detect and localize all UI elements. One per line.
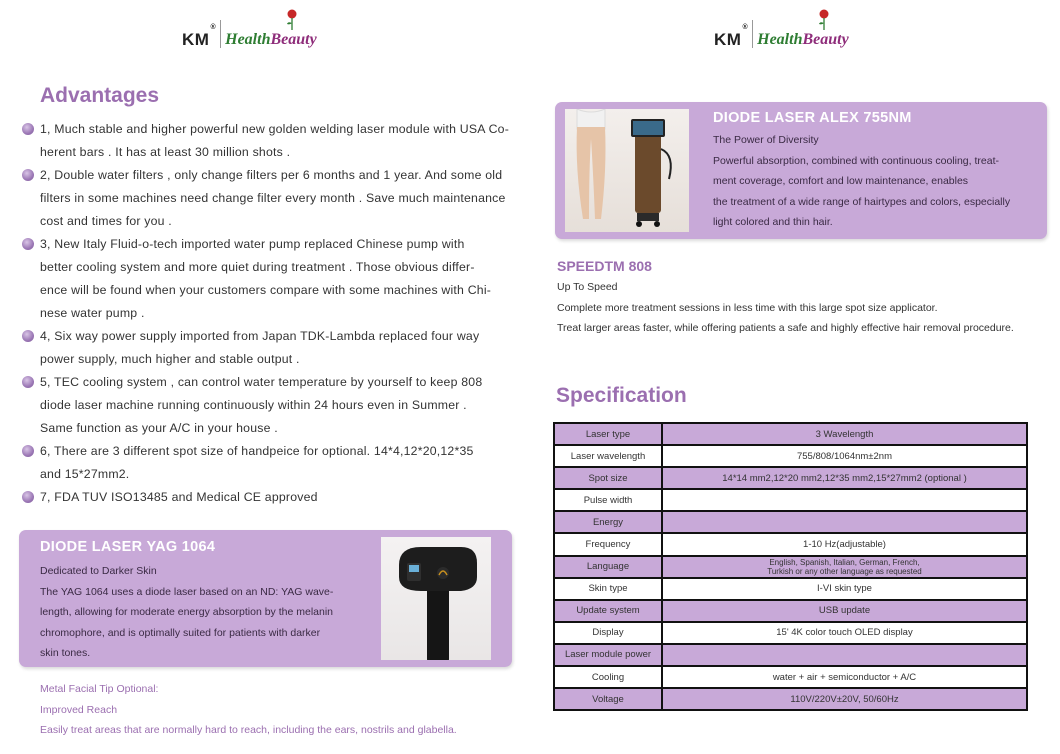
advantage-line: filters in some machines need change filter every month . Save much maintenance	[40, 191, 506, 205]
spec-row	[554, 533, 1027, 555]
bullet-icon	[22, 445, 34, 457]
spec-row	[554, 445, 1027, 467]
spec-key: Spot size	[554, 467, 662, 489]
advantage-line: and 15*27mm2.	[40, 467, 130, 481]
advantage-line: Same function as your A/C in your house .	[40, 421, 278, 435]
spec-row	[554, 644, 1027, 666]
spec-value: 3 Wavelength	[662, 423, 1027, 445]
advantage-line: 5, TEC cooling system , can control water temperature by yourself to keep 808	[40, 375, 483, 389]
spec-key: Frequency	[554, 533, 662, 555]
advantage-line: nese water pump .	[40, 306, 145, 320]
spec-key: Laser wavelength	[554, 445, 662, 467]
spec-key: Laser type	[554, 423, 662, 445]
speed-description: Up To Speed Complete more treatment sessions in less time with this large spot size applicator. Treat larger areas faster, while offering patients a safe and highly effective hair removal procedure.	[557, 281, 1014, 334]
bullet-icon	[22, 123, 34, 135]
bullet-icon	[22, 376, 34, 388]
spec-row	[554, 688, 1027, 710]
advantage-line: 7, FDA TUV ISO13485 and Medical CE approved	[40, 490, 318, 504]
specification-title: Specification	[556, 384, 687, 407]
speed-title: SPEEDTM 808	[557, 258, 652, 274]
spec-key: Energy	[554, 511, 662, 533]
advantage-line: 2, Double water filters , only change filters per 6 months and 1 year. And some old	[40, 168, 503, 182]
advantage-item	[22, 233, 512, 325]
brand-health-beauty: HealthBeauty	[225, 31, 317, 48]
brand-logo-right	[714, 12, 849, 48]
spec-value: 110V/220V±20V, 50/60Hz	[662, 688, 1027, 710]
spec-row	[554, 511, 1027, 533]
advantage-item	[22, 325, 512, 371]
alex-title: DIODE LASER ALEX 755NM	[713, 110, 912, 126]
advantage-line: cost and times for you .	[40, 214, 172, 228]
spec-key: Display	[554, 622, 662, 644]
brand-health-beauty: HealthBeauty	[757, 31, 849, 48]
spec-key: Language	[554, 556, 662, 578]
advantages-list	[22, 118, 512, 509]
spec-value: I-VI skin type	[662, 578, 1027, 600]
spec-row	[554, 489, 1027, 511]
spec-key: Update system	[554, 600, 662, 622]
bullet-icon	[22, 169, 34, 181]
spec-row	[554, 622, 1027, 644]
metal-facial-tip: Metal Facial Tip Optional: Improved Reach Easily treat areas that are normally hard to reach, including the ears, nostrils and glabella.	[40, 683, 457, 736]
advantage-line: 6, There are 3 different spot size of handpeice for optional. 14*4,12*20,12*35	[40, 444, 474, 458]
spec-key: Skin type	[554, 578, 662, 600]
bullet-icon	[22, 330, 34, 342]
alex-description: The Power of Diversity Powerful absorption, combined with continuous cooling, treat- ment coverage, comfort and low maintenance, enables the treatment of a wide range of hairtypes and colors, especially light colored and thin hair.	[713, 134, 1011, 228]
spec-value: USB update	[662, 600, 1027, 622]
spec-value-line: English, Spanish, Italian, German, French,	[769, 557, 920, 567]
advantage-line: better cooling system and more quiet during treatment . Those obvious differ-	[40, 260, 475, 274]
advantage-item	[22, 118, 512, 164]
brand-km: KM®	[182, 24, 217, 49]
advantages-title: Advantages	[40, 84, 160, 107]
spec-value-line: Turkish or any other language as requested	[767, 566, 922, 576]
brand-logo-left	[182, 12, 317, 48]
brand-km: KM®	[714, 24, 749, 49]
advantage-line: ence will be found when your customers compare with some machines with Chi-	[40, 283, 492, 297]
advantage-line: 4, Six way power supply imported from Japan TDK-Lambda replaced four way	[40, 329, 480, 343]
rose-icon	[285, 9, 299, 31]
spec-row	[554, 556, 1027, 578]
spec-value: water + air + semiconductor + A/C	[662, 666, 1027, 688]
advantage-line: 1, Much stable and higher powerful new golden welding laser module with USA Co-	[40, 122, 509, 136]
yag-title: DIODE LASER YAG 1064	[40, 539, 216, 555]
spec-row	[554, 467, 1027, 489]
spec-value: 1-10 Hz(adjustable)	[662, 533, 1027, 555]
advantage-line: power supply, much higher and stable output .	[40, 352, 300, 366]
spec-row	[554, 666, 1027, 688]
advantage-item	[22, 164, 512, 233]
logo-divider	[752, 20, 753, 48]
advantage-line: diode laser machine running continuously within 24 hours even in Summer .	[40, 398, 467, 412]
advantage-item	[22, 440, 512, 486]
spec-key: Cooling	[554, 666, 662, 688]
spec-value	[662, 644, 1027, 666]
spec-row	[554, 423, 1027, 445]
specification-table	[553, 422, 1028, 711]
bullet-icon	[22, 491, 34, 503]
spec-value	[662, 556, 1027, 578]
alex-machine-image	[565, 109, 689, 232]
spec-value: 755/808/1064nm±2nm	[662, 445, 1027, 467]
spec-row	[554, 600, 1027, 622]
spec-value	[662, 511, 1027, 533]
spec-key: Laser module power	[554, 644, 662, 666]
spec-key: Pulse width	[554, 489, 662, 511]
advantage-item	[22, 486, 512, 509]
spec-row	[554, 578, 1027, 600]
yag-description: Dedicated to Darker Skin The YAG 1064 uses a diode laser based on an ND: YAG wave- length, allowing for moderate energy absorption by the melanin chromophore, and is optimally suited for patients with darker skin tones.	[40, 565, 334, 659]
spec-value: 14*14 mm2,12*20 mm2,12*35 mm2,15*27mm2 (optional )	[662, 467, 1027, 489]
spec-value	[662, 489, 1027, 511]
spec-value: 15' 4K color touch OLED display	[662, 622, 1027, 644]
logo-divider	[220, 20, 221, 48]
yag-handpiece-image	[381, 537, 491, 660]
rose-icon	[817, 9, 831, 31]
advantage-line: herent bars . It has at least 30 million shots .	[40, 145, 291, 159]
advantage-line: 3, New Italy Fluid-o-tech imported water pump replaced Chinese pump with	[40, 237, 465, 251]
spec-key: Voltage	[554, 688, 662, 710]
advantage-item	[22, 371, 512, 440]
bullet-icon	[22, 238, 34, 250]
